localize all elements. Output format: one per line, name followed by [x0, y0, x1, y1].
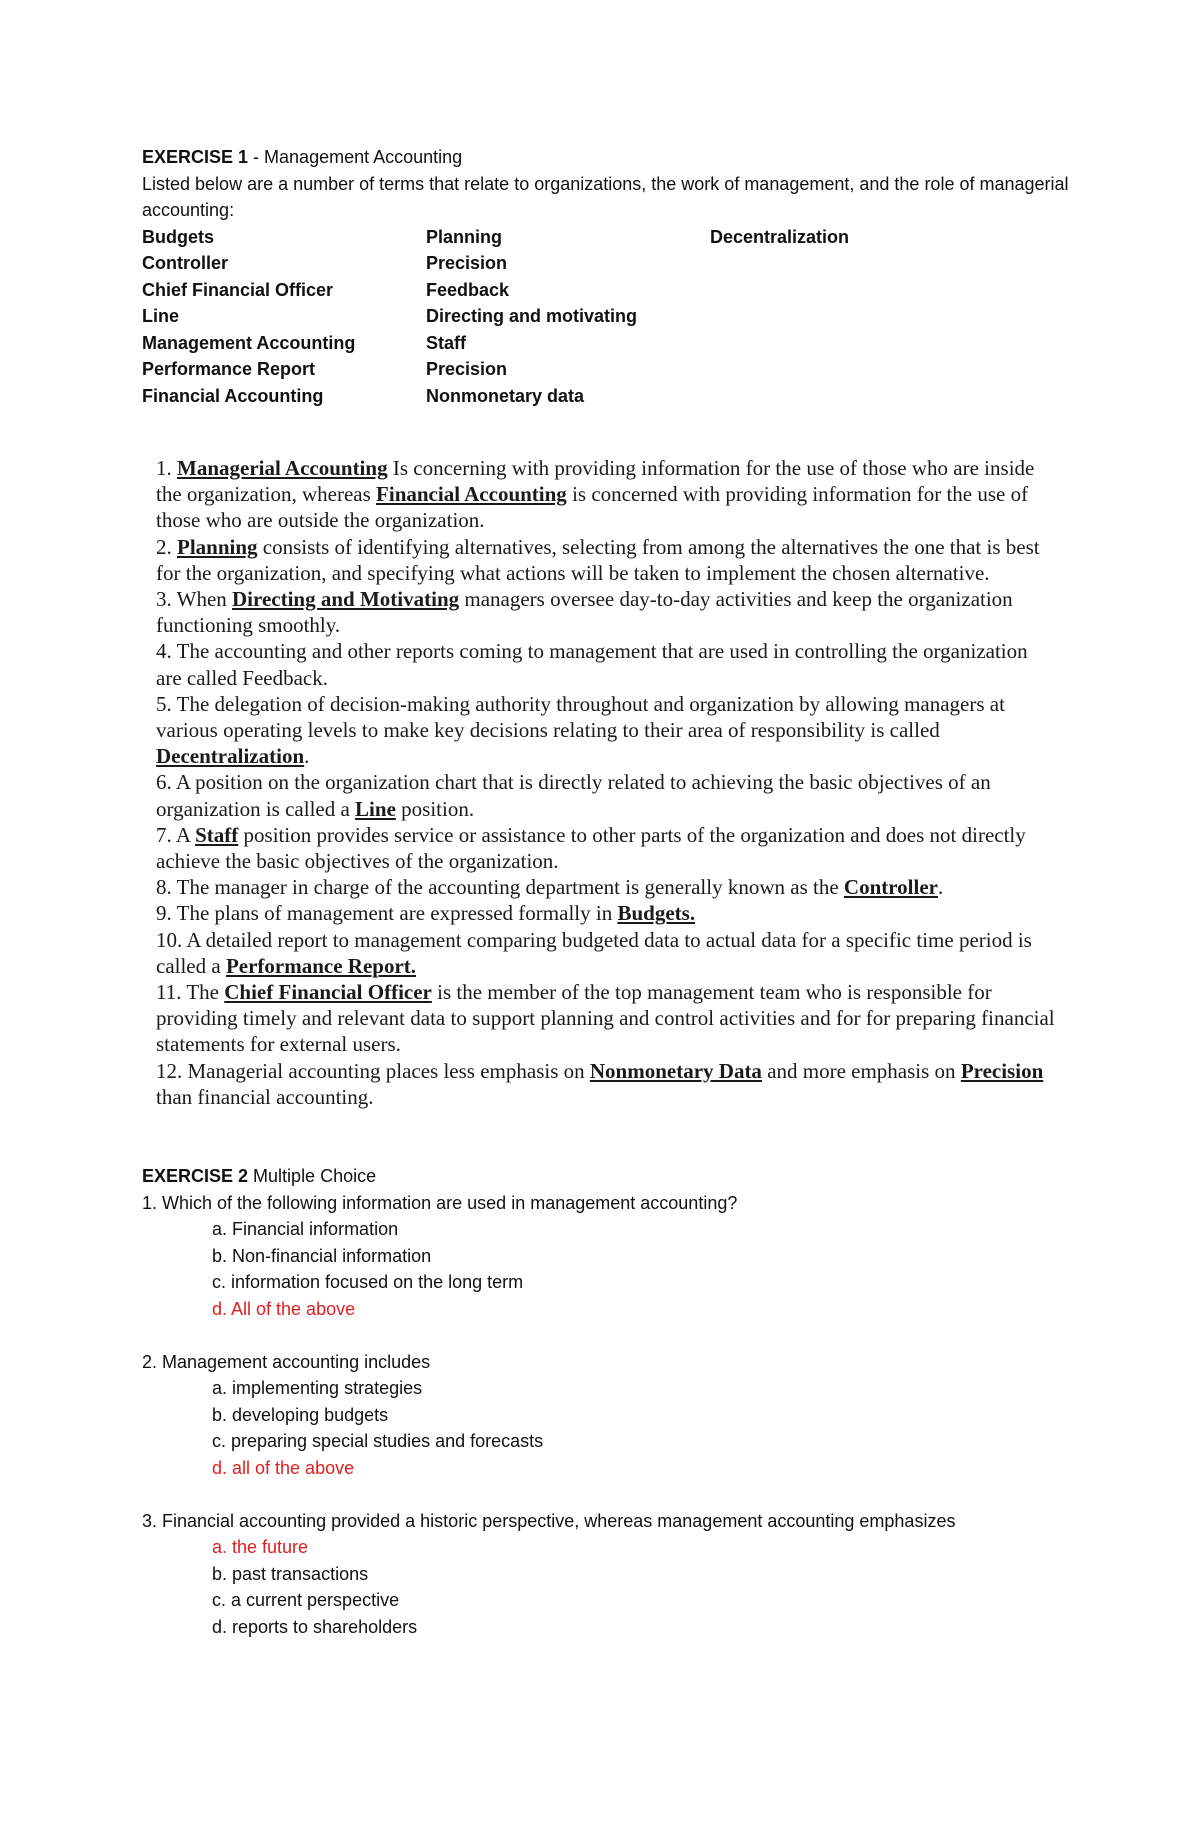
- answer-text: Is concerning with providing information for the use of those who are inside the organization, whereas: [156, 456, 1035, 507]
- answer-text: 7. A: [156, 822, 196, 847]
- answer-paragraph: [156, 638, 1056, 690]
- term: Decentralization: [710, 226, 850, 247]
- term: [710, 383, 1010, 410]
- spacer: [142, 1322, 1072, 1349]
- answer-text: consists of identifying alternatives, selecting from among the alternatives the one that is best for the organization, and specifying what actions will be taken to implement the chosen alternative.: [156, 534, 1040, 585]
- answer-text: 1.: [156, 456, 177, 480]
- answer-paragraph: [156, 769, 1056, 821]
- key-term: Line: [355, 796, 396, 821]
- term: [710, 330, 1010, 357]
- correct-option: d. all of the above: [212, 1457, 355, 1478]
- answer-text: is the member of the top management team who is responsible for providing timely and relevant data to support planning and control activities and for for preparing financial statements for external users.: [156, 980, 1055, 1057]
- term: Directing and motivating: [426, 306, 638, 326]
- option: c. preparing special studies and forecasts: [212, 1431, 544, 1451]
- question-text: 3. Financial accounting provided a historic perspective, whereas management accounting emphasizes: [142, 1510, 956, 1531]
- key-term: Controller: [843, 875, 938, 900]
- question-text: 2. Management accounting includes: [142, 1351, 431, 1372]
- term: [710, 277, 1010, 304]
- key-term: Financial Accounting: [376, 482, 567, 507]
- answer-text: and more emphasis on: [761, 1058, 961, 1083]
- exercise-1-title: [142, 144, 1072, 171]
- answer-paragraph: [156, 874, 1056, 900]
- option-list: [142, 1216, 1072, 1322]
- term: Financial Accounting: [142, 385, 324, 406]
- option: d. reports to shareholders: [212, 1616, 418, 1637]
- answer-paragraph: [156, 1058, 1056, 1110]
- answer-text: 6. A position on the organization chart that is directly related to achieving the basic objectives of an organization is called a: [156, 770, 991, 821]
- answer-paragraph: [156, 455, 1056, 534]
- answer-text: than financial accounting.: [156, 1084, 374, 1109]
- exercise-1-intro: Listed below are a number of terms that relate to organizations, the work of management, and the role of managerial accounting:: [142, 173, 1069, 220]
- question-text: 1. Which of the following information are used in management accounting?: [142, 1192, 738, 1213]
- answer-text: 8. The manager in charge of the accounting department is generally known as the: [156, 875, 844, 900]
- exercise-1-answers: [156, 455, 1056, 1110]
- key-term: Directing and Motivating: [232, 587, 460, 612]
- key-term: Chief Financial Officer: [224, 980, 432, 1005]
- answer-paragraph: [156, 979, 1056, 1058]
- answer-text: 12. Managerial accounting places less emphasis on: [156, 1058, 590, 1083]
- answer-text: .: [938, 875, 944, 900]
- answer-paragraph: [156, 927, 1056, 979]
- term: [710, 356, 1010, 383]
- term: Staff: [426, 332, 466, 353]
- exercise-1: [142, 144, 1072, 409]
- option: c. a current perspective: [212, 1590, 400, 1610]
- exercise-2-subtitle: Multiple Choice: [248, 1166, 377, 1186]
- term: Performance Report: [142, 359, 316, 379]
- key-term: Budgets.: [617, 901, 696, 926]
- answer-paragraph: [156, 822, 1056, 874]
- answer-text: 2.: [156, 534, 177, 559]
- answer-text: is concerned with providing information for the use of those who are outside the organization.: [156, 482, 1029, 533]
- answer-text: 5. The delegation of decision-making authority throughout and organization by allowing managers at various operating levels to make key decisions relating to their area of responsibility is called: [156, 691, 1005, 743]
- key-term: Performance Report.: [225, 953, 417, 978]
- terms-grid: [142, 224, 1072, 410]
- answer-text: position provides service or assistance to other parts of the organization and does not directly achieve the basic objectives of the organization.: [156, 822, 1026, 874]
- answer-text: 3. When: [156, 587, 233, 612]
- question-list: [142, 1190, 1072, 1641]
- option-list: [142, 1534, 1072, 1640]
- term: Line: [142, 306, 180, 326]
- answer-paragraph: [156, 534, 1056, 586]
- key-term: Decentralization: [156, 744, 305, 769]
- answer-text: .: [304, 744, 310, 769]
- correct-option: d. All of the above: [212, 1298, 356, 1319]
- option: a. implementing strategies: [212, 1378, 423, 1398]
- option: b. developing budgets: [212, 1404, 389, 1425]
- term: Controller: [142, 253, 229, 273]
- option: a. Financial information: [212, 1219, 399, 1239]
- term: Precision: [426, 253, 508, 273]
- key-term: Staff: [195, 822, 239, 847]
- answer-text: managers oversee day-to-day activities and keep the organization functioning smoothly.: [156, 587, 1013, 638]
- answer-paragraph: [156, 691, 1056, 770]
- answer-paragraph: [156, 586, 1056, 638]
- option: c. information focused on the long term: [212, 1272, 524, 1292]
- exercise-1-subtitle: - Management Accounting: [248, 147, 463, 167]
- answer-text: 9. The plans of management are expressed formally in: [156, 901, 618, 926]
- exercise-2: [142, 1163, 1072, 1640]
- answer-text: 11. The: [156, 980, 225, 1005]
- term: Budgets: [142, 226, 214, 247]
- answer-paragraph: [156, 900, 1056, 926]
- answer-text: 10. A detailed report to management comparing budgeted data to actual data for a specific time period is called a: [156, 927, 1032, 978]
- term: [710, 303, 1010, 330]
- term: Feedback: [426, 279, 510, 300]
- exercise-1-label: EXERCISE 1: [142, 147, 249, 167]
- answer-text: position.: [395, 796, 475, 821]
- answer-text: 4. The accounting and other reports coming to management that are used in controlling the organization are called Feedback.: [156, 639, 1028, 690]
- term: Chief Financial Officer: [142, 279, 334, 300]
- key-term: Precision: [960, 1058, 1044, 1083]
- spacer: [142, 1481, 1072, 1508]
- key-term: Managerial Accounting: [177, 456, 388, 480]
- exercise-2-title: [142, 1163, 1072, 1190]
- correct-option: a. the future: [212, 1537, 309, 1557]
- exercise-2-label: EXERCISE 2: [142, 1166, 249, 1186]
- term: Precision: [426, 359, 508, 379]
- term: Management Accounting: [142, 332, 356, 353]
- term: [710, 250, 1010, 277]
- key-term: Planning: [177, 534, 258, 559]
- term: Nonmonetary data: [426, 385, 585, 406]
- option-list: [142, 1375, 1072, 1481]
- term: Planning: [426, 226, 502, 247]
- key-term: Nonmonetary Data: [589, 1058, 762, 1083]
- option: b. Non-financial information: [212, 1245, 432, 1266]
- option: b. past transactions: [212, 1563, 369, 1584]
